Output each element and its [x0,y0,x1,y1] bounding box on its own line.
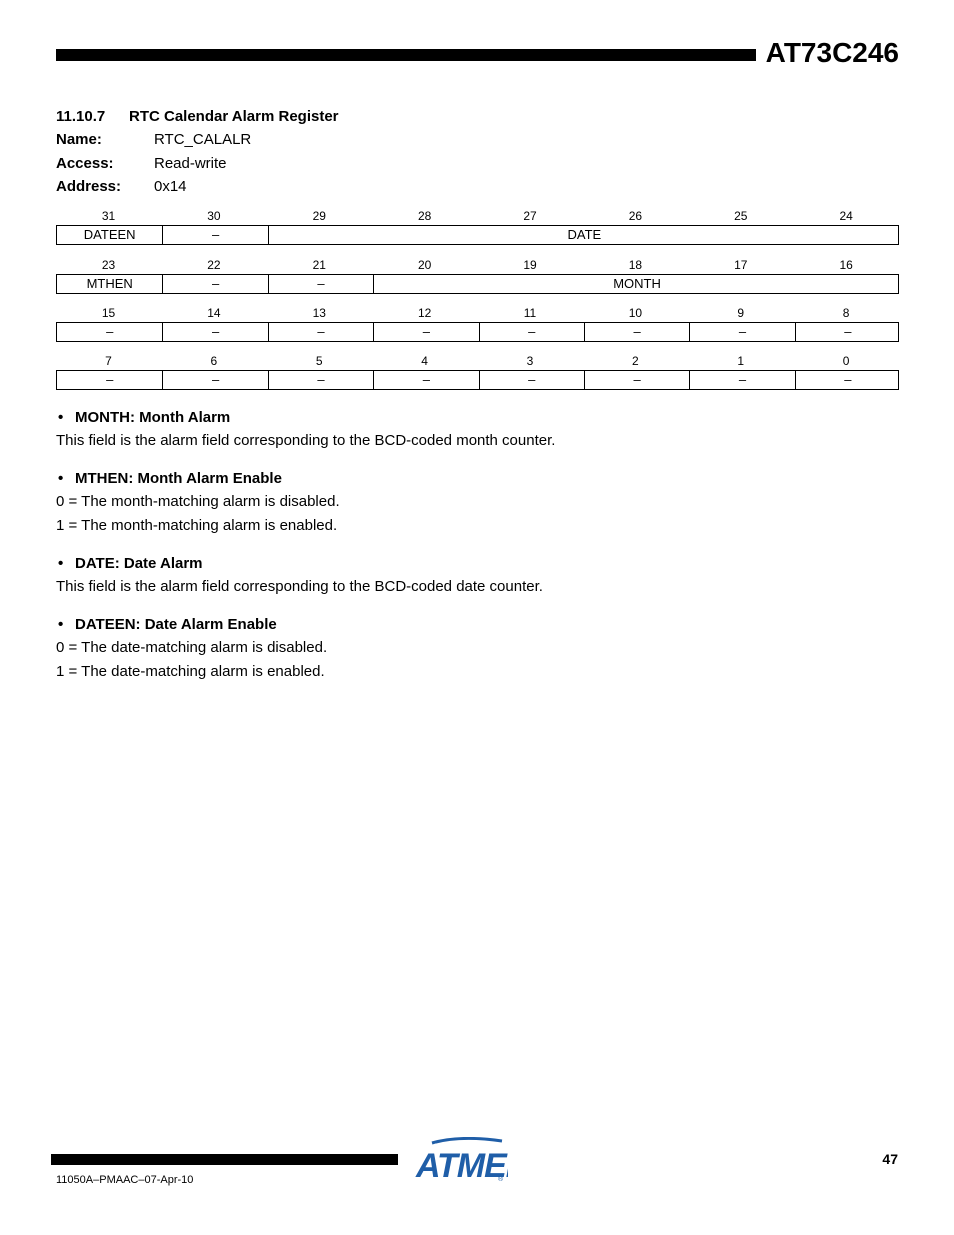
document-title: AT73C246 [765,37,899,68]
bit-number: 24 [839,209,853,223]
register-row [56,304,899,342]
bit-number: 22 [207,258,221,272]
bit-number: 25 [734,209,748,223]
bit-number: 21 [312,258,326,272]
meta-key: Address: [56,178,122,195]
bit-number: 27 [523,209,537,223]
bit-fields [56,274,899,294]
page-number: 47 [882,1151,898,1167]
bit-field-cell: – [689,323,794,341]
bit-number: 15 [101,306,116,320]
bit-number: 23 [101,258,116,272]
bit-number: 31 [101,209,116,223]
bit-number: 29 [312,209,326,223]
description-line: 1 = The date-matching alarm is enabled. [56,663,325,680]
bit-number: 16 [839,258,853,272]
field-heading-text: MONTH: Month Alarm [75,409,231,426]
description-line: 0 = The month-matching alarm is disabled. [56,493,340,510]
footer-rule [51,1154,398,1165]
bit-number: 18 [628,258,643,272]
description-line: 0 = The date-matching alarm is disabled. [56,639,328,656]
bit-number: 20 [417,258,432,272]
bit-numbers [56,352,899,370]
bit-fields [56,370,899,390]
bit-field-cell: – [795,323,900,341]
bit-numbers [56,256,899,274]
bit-field-cell: – [689,371,794,389]
bit-numbers [56,304,899,322]
bullet: • [58,616,64,633]
field-heading [56,616,277,633]
bit-number: 11 [523,306,537,320]
bit-number: 26 [628,209,643,223]
bit-number: 3 [526,354,534,368]
register-row [56,352,899,390]
meta-key: Access: [56,155,114,172]
bit-field-cell: – [162,323,267,341]
bit-number: 4 [421,354,428,368]
bit-number: 30 [207,209,221,223]
bit-field-cell: DATEEN [83,227,136,242]
section-number: 11.10.7 [56,108,106,125]
field-heading-text: DATE: Date Alarm [75,555,203,572]
meta-value: 0x14 [154,178,187,195]
bit-field-cell: – [795,371,900,389]
bit-numbers [56,207,899,225]
bit-number: 7 [105,354,112,368]
bit-number: 9 [737,306,745,320]
bit-number: 8 [842,306,850,320]
bit-field-cell: – [268,275,373,293]
bit-field-cell: – [106,324,114,339]
bit-field-cell: – [373,323,478,341]
bit-field-cell: – [162,226,267,244]
bit-fields [56,225,899,245]
bit-number: 12 [417,306,432,320]
bit-field-cell: – [373,371,478,389]
svg-text:®: ® [498,1176,504,1183]
bit-number: 1 [737,354,745,368]
bit-number: 2 [632,354,639,368]
bit-field-cell: – [106,372,114,387]
field-heading-text: DATEEN: Date Alarm Enable [75,616,277,633]
bit-field-cell: – [268,323,373,341]
bit-field-cell: – [268,371,373,389]
document-id: 11050A–PMAAC–07-Apr-10 [56,1174,194,1186]
description-line: This field is the alarm field corresponding to the BCD-coded month counter. [56,432,556,449]
bit-field-cell: – [479,323,584,341]
bit-field-cell: – [584,323,689,341]
bit-field-cell: MTHEN [86,276,133,291]
bit-number: 17 [734,258,748,272]
section-title: RTC Calendar Alarm Register [129,108,339,125]
meta-value: Read-write [154,155,227,172]
bullet: • [58,555,64,572]
bit-field-cell: DATE [268,226,900,244]
bit-number: 19 [523,258,537,272]
description-line: This field is the alarm field corresponding to the BCD-coded date counter. [56,578,543,595]
meta-name-row [56,131,251,149]
bullet: • [58,470,64,487]
register-row [56,207,899,245]
field-heading [56,409,230,426]
bit-number: 5 [315,354,323,368]
bit-fields [56,322,899,342]
bit-field-cell: – [479,371,584,389]
bit-field-cell: – [162,275,267,293]
field-heading [56,470,282,487]
meta-value: RTC_CALALR [154,131,252,148]
bit-field-cell: – [584,371,689,389]
meta-key: Name: [56,131,102,148]
description-line: 1 = The month-matching alarm is enabled. [56,517,338,534]
section-heading [56,108,339,125]
bit-field-cell: – [162,371,267,389]
bit-number: 14 [207,306,221,320]
bit-field-cell: MONTH [373,275,900,293]
meta-address-row [56,178,187,196]
svg-text:ATMEL: ATME [416,1147,506,1183]
bit-number: 13 [312,306,326,320]
field-heading [56,555,203,572]
bullet: • [58,409,64,426]
bit-number: 6 [210,354,218,368]
bit-number: 28 [417,209,432,223]
register-row [56,256,899,294]
field-heading-text: MTHEN: Month Alarm Enable [75,470,282,487]
bit-number: 10 [628,306,643,320]
meta-access-row [56,155,227,173]
header-rule [56,49,756,61]
atmel-logo [412,1137,508,1188]
bit-number: 0 [842,354,850,368]
